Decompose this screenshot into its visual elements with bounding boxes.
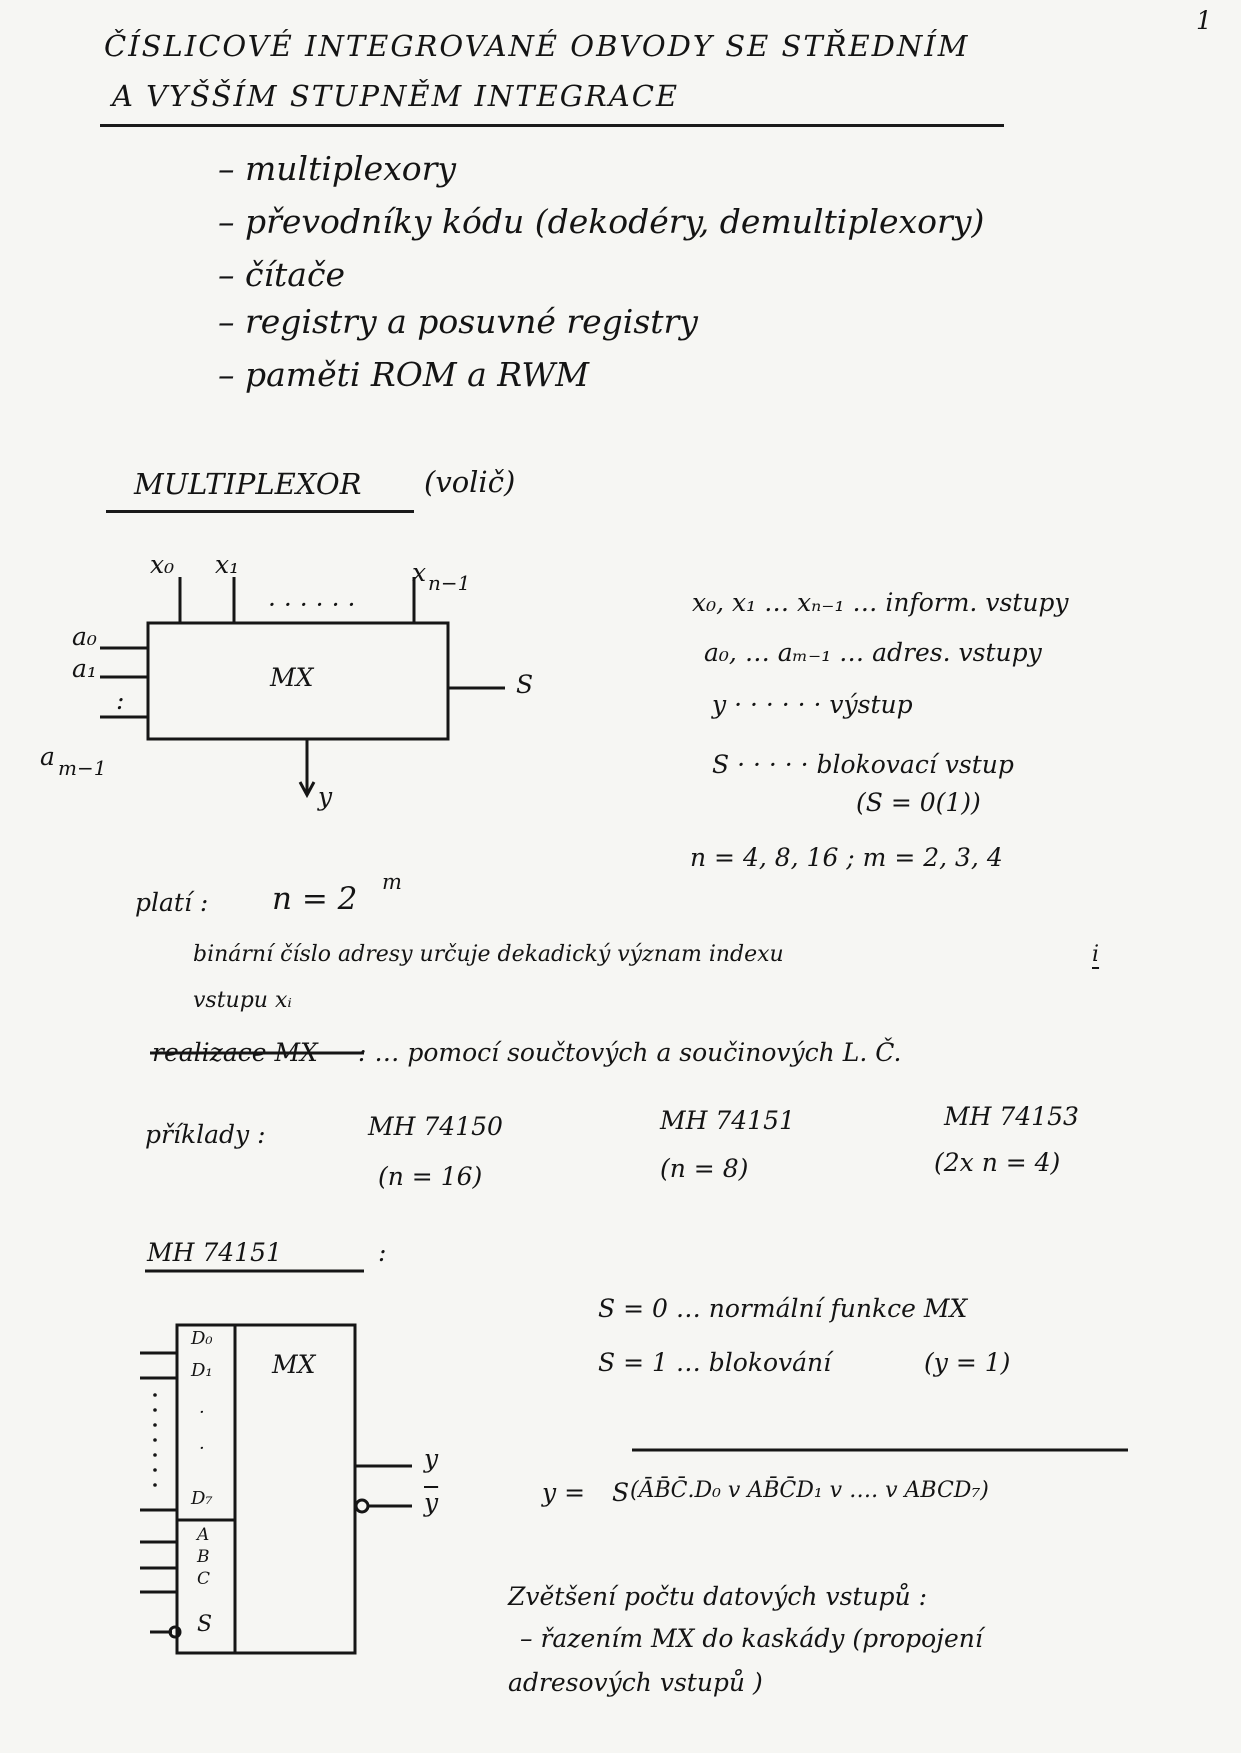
- page-title-line-1: ČÍSLICOVÉ INTEGROVANÉ OBVODY SE STŘEDNÍM: [104, 29, 970, 63]
- pin-b-label: B: [197, 1547, 210, 1567]
- examples-label: příklady :: [145, 1120, 266, 1149]
- chip-section-colon: :: [378, 1238, 387, 1267]
- rule-explanation: binární číslo adresy určuje dekadický význam indexu: [193, 942, 784, 967]
- formula-rhs: (ĀB̄C̄.D₀ v AB̄C̄D₁ v …. v ABCD₇): [630, 1478, 989, 1503]
- condition-note: (y = 1): [924, 1348, 1011, 1377]
- example-part: MH 74153: [944, 1102, 1079, 1131]
- example-note: (2x n = 4): [934, 1148, 1061, 1177]
- legend-line: a₀, … aₘ₋₁ … adres. vstupy: [704, 638, 1042, 667]
- address-am-subscript: m−1: [58, 756, 107, 780]
- example-note: (n = 16): [378, 1162, 483, 1191]
- page-number: 1: [1196, 6, 1212, 35]
- formula-negated-s: S: [612, 1478, 630, 1507]
- rule-explanation-2: vstupu xᵢ: [193, 988, 292, 1013]
- input-x1-label: x₁: [215, 550, 240, 579]
- pin-dots: ·: [199, 1438, 205, 1459]
- extension-line: adresových vstupů ): [508, 1668, 763, 1697]
- pin-c-label: C: [197, 1569, 211, 1589]
- page-title-line-2: A VYŠŠÍM STUPNĚM INTEGRACE: [112, 79, 680, 113]
- pin-s-label: S: [197, 1612, 213, 1637]
- legend-line: n = 4, 8, 16 ; m = 2, 3, 4: [690, 843, 1003, 872]
- chip-output-y-negated: $\overline{y}$: [424, 1488, 439, 1517]
- section-title-multiplexor: MULTIPLEXOR: [134, 467, 362, 501]
- chip-box-label: MX: [272, 1350, 316, 1379]
- realization-text: : … pomocí součtových a součinových L. Č.: [358, 1038, 902, 1067]
- pin-d1-label: D₁: [191, 1360, 213, 1381]
- chip-output-y: y: [424, 1444, 439, 1473]
- legend-line: (S = 0(1)): [856, 788, 981, 817]
- list-item: – paměti ROM a RWM: [218, 355, 590, 394]
- condition-s1: S = 1 … blokování: [598, 1348, 832, 1377]
- realization-label: realizace MX: [152, 1038, 318, 1067]
- mx-box-label: MX: [270, 663, 314, 692]
- enable-s-label: S: [516, 670, 534, 699]
- extension-title: Zvětšení počtu datových vstupů :: [508, 1582, 928, 1611]
- address-a0-label: a₀: [72, 622, 97, 651]
- example-part: MH 74150: [368, 1112, 503, 1141]
- legend-line: S · · · · · blokovací vstup: [712, 750, 1014, 779]
- list-item: – multiplexory: [218, 149, 457, 188]
- address-dots: :: [116, 686, 125, 715]
- extension-line: – řazením MX do kaskády (propojení: [520, 1624, 983, 1653]
- condition-s0: S = 0 … normální funkce MX: [598, 1294, 968, 1323]
- pin-d7-label: D₇: [191, 1488, 213, 1509]
- legend-line: y · · · · · · výstup: [712, 690, 913, 719]
- input-xn-label: x: [412, 558, 427, 587]
- input-xn-subscript: n−1: [428, 571, 471, 595]
- list-item: – registry a posuvné registry: [218, 302, 698, 341]
- rule-formula: n = 2: [272, 881, 358, 917]
- legend-line: x₀, x₁ … xₙ₋₁ … inform. vstupy: [692, 588, 1069, 617]
- rule-label: platí :: [135, 888, 209, 917]
- rule-exponent: m: [382, 870, 402, 894]
- address-am-label: a: [40, 742, 55, 771]
- pin-dots: ·: [199, 1402, 205, 1423]
- section-title-note: (volič): [424, 465, 516, 499]
- address-a1-label: a₁: [72, 654, 97, 683]
- input-x0-label: x₀: [150, 550, 175, 579]
- inputs-ellipsis: · · · · · ·: [268, 590, 356, 619]
- example-part: MH 74151: [660, 1106, 795, 1135]
- formula-lhs: y =: [542, 1478, 586, 1507]
- pin-d0-label: D₀: [191, 1328, 213, 1349]
- list-item: – čítače: [218, 255, 345, 294]
- example-note: (n = 8): [660, 1154, 749, 1183]
- output-y-label: y: [318, 782, 333, 811]
- rule-index-i: i: [1092, 942, 1100, 967]
- list-item: – převodníky kódu (dekodéry, demultiplexory): [218, 202, 985, 241]
- pin-a-label: A: [197, 1525, 210, 1545]
- chip-section-title: MH 74151: [147, 1238, 282, 1267]
